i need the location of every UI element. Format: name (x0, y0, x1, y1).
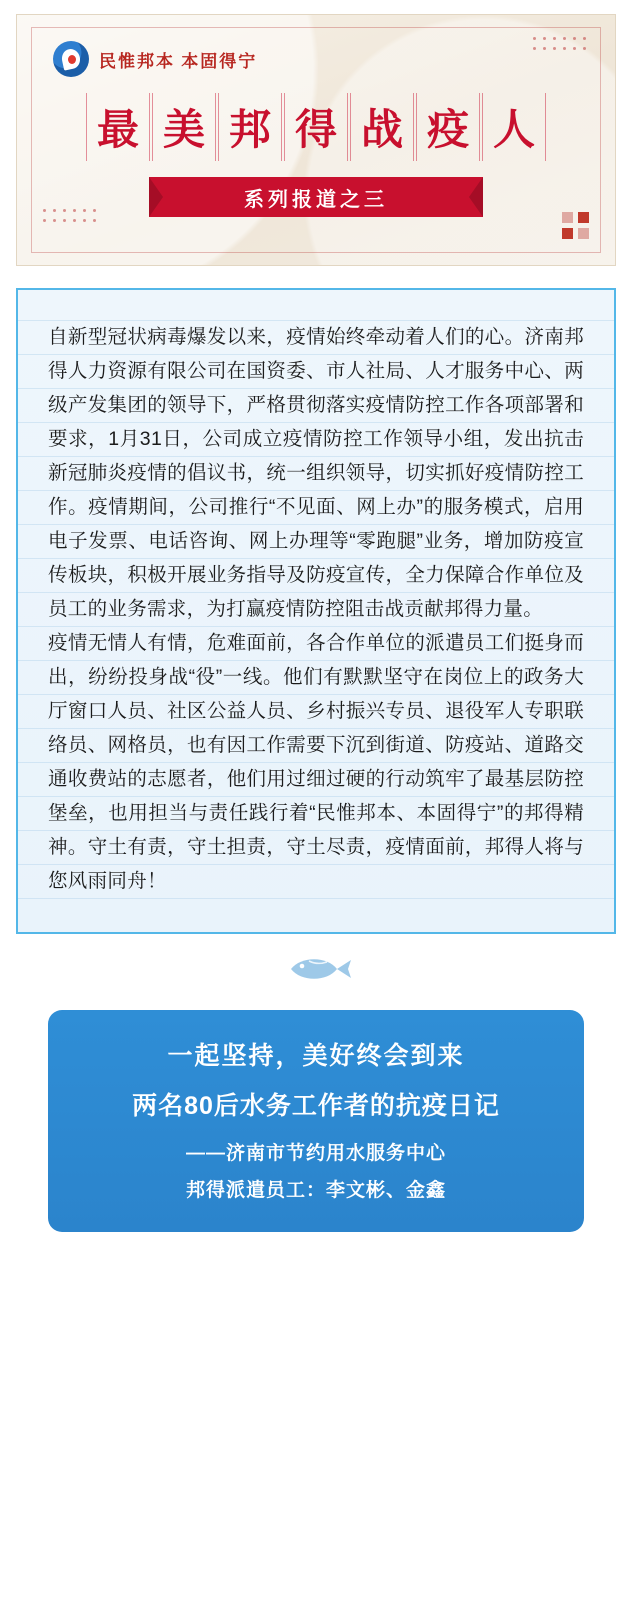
brand-slogan: 民惟邦本 本固得宁 (99, 51, 258, 71)
series-ribbon: 系列报道之三 (163, 177, 469, 217)
decorative-dots-bottom-left (43, 209, 99, 225)
callout-line-1: 一起坚持，美好终会到来 (167, 1042, 465, 1070)
callout-line-4: 邦得派遣员工：李文彬、金鑫 (185, 1180, 446, 1201)
callout-line-3: ——济南市节约用水服务中心 (185, 1143, 446, 1164)
title-char: 得 (284, 93, 348, 161)
fish-icon (279, 952, 353, 986)
decorative-squares (562, 212, 589, 239)
title-char: 人 (482, 93, 546, 161)
article-paragraph: 疫情无情人有情，危难面前，各合作单位的派遣员工们挺身而出，纷纷投身战“役”一线。他们有默默坚守在岗位上的政务大厅窗口人员、社区公益人员、乡村振兴专员、退役军人专职联络员、网格员，也有因工作需要下沉到街道、防疫站、道路交通收费站的志愿者，他们用过细过硬的行动筑牢了最基层防控堡垒，也用担当与责任践行着“民惟邦本、本固得宁”的邦得精神。守土有责，守土担责，守土尽责，疫情面前，邦得人将与您风雨同舟！ (48, 632, 584, 892)
article-paragraph: 自新型冠状病毒爆发以来，疫情始终牵动着人们的心。济南邦得人力资源有限公司在国资委、市人社局、人才服务中心、两级产发集团的领导下，严格贯彻落实疫情防控工作各项部署和要求，1月31日，公司成立疫情防控工作领导小组，发出抗击新冠肺炎疫情的倡议书，统一组织领导，切实抓好疫情防控工作。疫情期间，公司推行“不见面、网上办”的服务模式，启用电子发票、电话咨询、网上办理等“零跑腿”业务，增加防疫宣传板块，积极开展业务指导及防疫宣传，全力保障合作单位及员工的业务需求，为打赢疫情防控阻击战贡献邦得力量。 (48, 326, 584, 620)
title-char: 最 (86, 93, 150, 161)
title-char: 战 (350, 93, 414, 161)
title-char: 美 (152, 93, 216, 161)
article-body (16, 288, 616, 934)
decorative-dots-top-right (533, 37, 589, 53)
section-divider (0, 934, 632, 1010)
title-char: 疫 (416, 93, 480, 161)
header-banner (16, 14, 616, 266)
brand-logo-row (53, 41, 257, 77)
banner-title (17, 93, 615, 161)
company-logo-icon (53, 41, 89, 77)
title-char: 邦 (218, 93, 282, 161)
highlight-card (48, 1010, 584, 1232)
callout-line-2: 两名80后水务工作者的抗疫日记 (132, 1092, 500, 1120)
